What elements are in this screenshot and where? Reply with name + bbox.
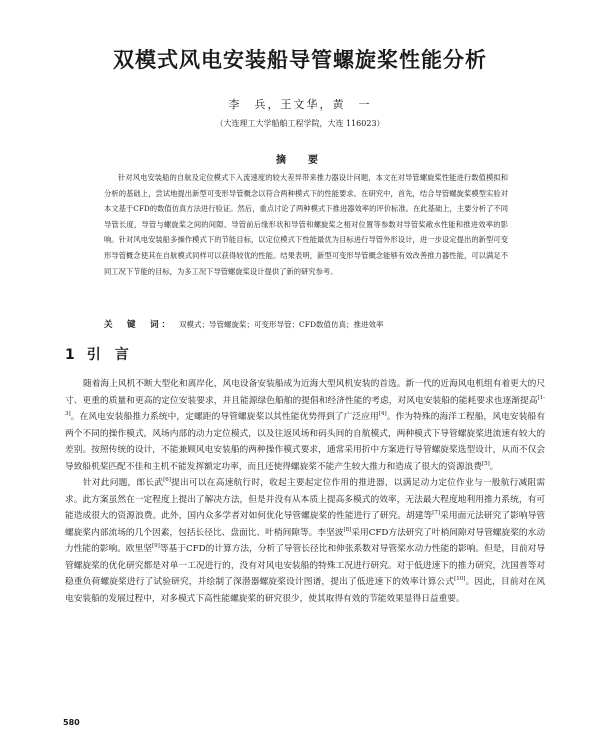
p2-text-a: 针对此问题，郎长武 — [83, 478, 164, 488]
p1-text-a: 随着海上风机不断大型化和离岸化，风电设备安装船成为近海大型风机安装的首选。新一代的近海风电机组有着更大的尺寸、更重的质量和更高的定位安装要求，并且能源绿色船舶的提倡和经济性能的考虑，对风电安装船的能耗要求也逐渐提高 — [65, 379, 545, 406]
affiliation: （大连理工大学船舶工程学院，大连 116023） — [215, 119, 385, 128]
p2-text-e: 等基于CFD的计算方法，分析了导管长径比和伸张系数对导管桨水动力性能的影响。但是，目前对导管螺旋桨的优化研究都是对单一工况进行的，没有对风电安装船的特殊工况进行研究。对于低进速下的推力研究，沈国普等对稳重负荷螺旋桨进行了试验研究，并绘制了深潜器螺旋桨设计图谱，提出了低进速下的效率计算公式 — [65, 544, 546, 587]
keywords — [104, 318, 524, 332]
section-heading — [65, 344, 129, 364]
p2-text-d: 采用CFD方法研究了叶梢间隙对导管螺旋桨的水动力性能的影响。欧里坚 — [65, 527, 546, 554]
citation: [1-3] — [65, 394, 545, 418]
author-list: 李 兵，王文华，黄 一 — [228, 98, 372, 111]
p1-text-b: 。在风电安装船推力系统中，定螺距的导管螺旋桨以其性能优势得到了广泛应用 — [70, 412, 379, 422]
paragraph-2 — [65, 475, 545, 607]
p2-text-c: 采用面元法研究了影响导管螺旋桨内部流场的几个因素，包括长径比、盘面比、叶梢间隙等。李坚波 — [65, 511, 546, 538]
p2-text-b: 提出可以在高速航行时，收起主要起定位作用的推进器，以满足动力定位作业与一般航行减阻需求。此方案虽然在一定程度上提出了解决方法，但是并没有从本质上提高多模式的效率，无法最大程度地利用推力系统，有可能造成很大的资源浪费。此外，国内众多学者对如何优化导管螺旋桨的性能进行了研究。胡建等 — [65, 478, 546, 521]
p2-text-f: 。因此，目前对在风电安装船的发展过程中，对多模式下高性能螺旋桨的研究很少，使其取得有效的节能效果显得日益重要。 — [65, 577, 546, 604]
citation: [7] — [432, 510, 441, 517]
keywords-text: 双模式；导管螺旋桨；可变形导管；CFD数值仿真；推进效率 — [179, 320, 384, 329]
abstract-text: 针对风电安装船的自航及定位模式下入流速度的较大差异带来推力器设计问题，本文在对导管螺旋桨性能进行数值模拟和分析的基础上，尝试地提出新型可变形导管概念以符合两种模式下的性能要求。在研究中，首先，结合导管螺旋桨模型实验对本文基于CFD的数值仿真方法进行验证。然后，重点讨论了两种模式下推进器效率的评价标准。在此基础上，主要分析了不同导管长度，导管与螺旋桨之间的间隙、导管前后缘形状和导管和螺旋桨之相对位置等参数对导管桨敞水性能和推进效率的影响。针对风电安装船多操作模式下的节能目标，以定位模式下性能最优为目标进行导管外形设计，进一步设定提出的新型可变形导管概念使其在自航模式同样可以获得较优的性能。结果表明，新型可变形导管概念能够有效改善推力器性能，可以满足不同工况下节能的目标，为多工况下导管螺旋桨设计提供了新的研究参考。 — [104, 173, 508, 276]
p1-text-c: 。作为特殊的海洋工程船，风电安装船有两个不同的操作模式，风场内部的动力定位模式，以及往返风场和码头间的自航模式，两种模式下导管螺旋桨进流速有较大的差别。按照传统的设计，不能兼顾风电安装船的两种操作模式要求，通常采用折中方案进行导管螺旋桨选型设计，从而不仅会导致船机桨匹配不佳和主机不能发挥额定功率，而且还使得螺旋桨不能产生较大推力和造成了很大的资源浪费 — [65, 412, 546, 472]
citation: [10] — [454, 576, 466, 583]
section-number: 1 — [65, 347, 75, 363]
abstract-heading: 摘 要 — [276, 155, 324, 166]
citation: [5] — [482, 460, 490, 467]
section-body — [65, 376, 545, 607]
page-number: 580 — [63, 718, 80, 727]
keywords-label: 关 键 词： — [104, 320, 174, 330]
p1-text-d: 。 — [489, 461, 499, 472]
paper-title: 双模式风电安装船导管螺旋桨性能分析 — [113, 48, 487, 72]
section-title: 引 言 — [86, 347, 129, 363]
citation: [6] — [163, 477, 171, 484]
citation: [9] — [152, 543, 160, 550]
citation: [8] — [343, 526, 352, 533]
paragraph-1 — [65, 376, 545, 475]
citation: [4] — [378, 411, 387, 418]
